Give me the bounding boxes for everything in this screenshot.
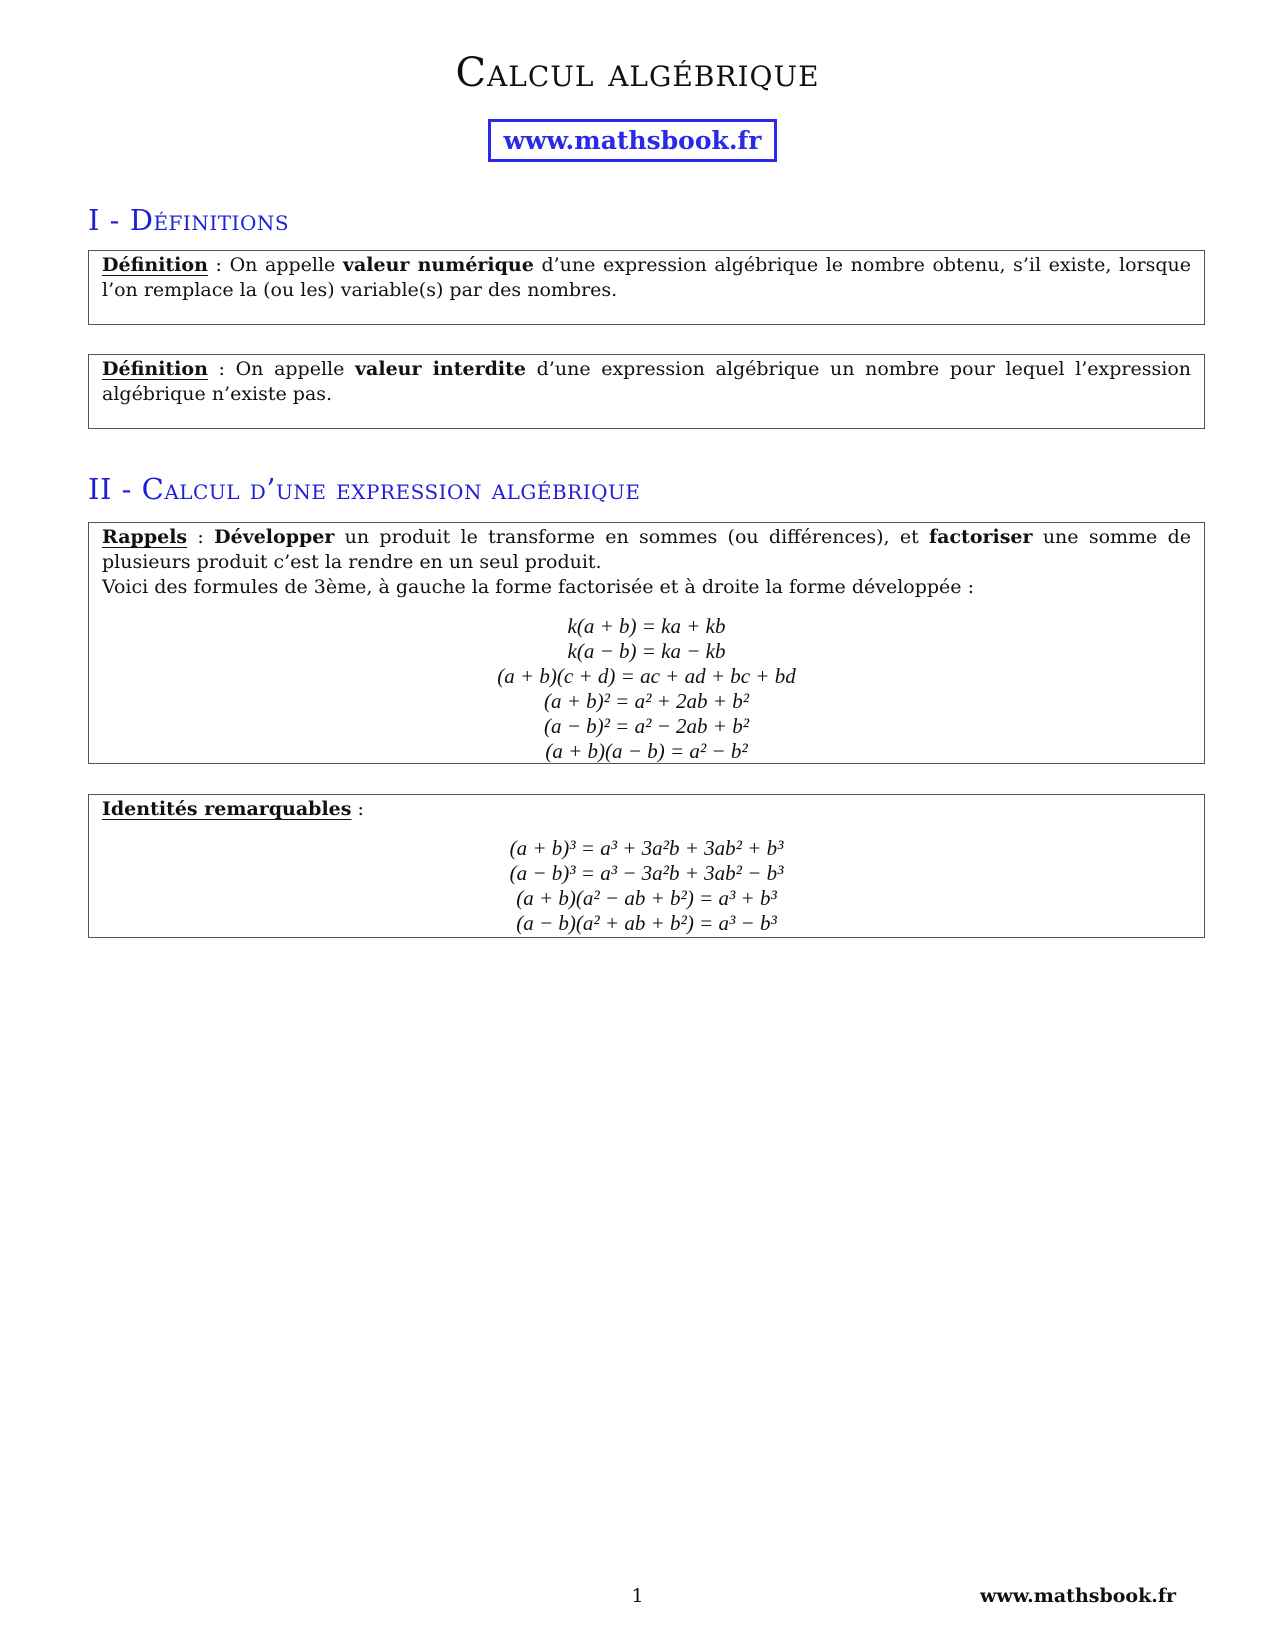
definition-text: On appelle bbox=[235, 358, 356, 380]
site-badge-text: www.mathsbook.fr bbox=[503, 126, 762, 155]
rappels-paragraph bbox=[102, 525, 1191, 575]
identites-header bbox=[102, 797, 1191, 822]
rappels-label: Rappels bbox=[102, 526, 188, 548]
formula: (a + b)(a − b) = a² − b² bbox=[545, 739, 748, 763]
definition-label: Définition bbox=[102, 358, 208, 380]
definition-box-valeur-interdite bbox=[88, 354, 1205, 429]
formula: k(a + b) = ka + kb bbox=[567, 614, 726, 638]
rappels-formula-list bbox=[102, 614, 1191, 764]
separator: : bbox=[207, 358, 236, 380]
rappels-text: un produit le transforme en sommes (ou différences), et bbox=[334, 526, 929, 548]
term-factoriser: factoriser bbox=[929, 526, 1033, 548]
definition-text: d’une expression algébrique le nombre obtenu, s’il existe, lorsque l’on remplace la (ou les) variable(s) par des nombres. bbox=[102, 254, 1191, 301]
definition-box-valeur-numerique bbox=[88, 250, 1205, 325]
formula: (a − b)³ = a³ − 3a²b + 3ab² − b³ bbox=[509, 861, 784, 885]
formula: (a + b)³ = a³ + 3a²b + 3ab² + b³ bbox=[509, 836, 784, 860]
site-badge[interactable] bbox=[488, 119, 777, 162]
formula: (a + b)(c + d) = ac + ad + bc + bd bbox=[497, 664, 796, 688]
rappels-intro: Voici des formules de 3ème, à gauche la forme factorisée et à droite la forme développée : bbox=[102, 576, 974, 598]
rappels-text: une somme de plusieurs produit c’est la rendre en un seul produit. bbox=[102, 526, 1191, 573]
footer-site-link[interactable]: www.mathsbook.fr bbox=[980, 1585, 1177, 1607]
formula: k(a − b) = ka − kb bbox=[567, 639, 726, 663]
identites-formula-list bbox=[102, 836, 1191, 936]
separator: : bbox=[187, 526, 215, 548]
page-title: Calcul algébrique bbox=[455, 50, 820, 96]
formula: (a + b)(a² − ab + b²) = a³ + b³ bbox=[516, 886, 777, 910]
definition-text: On appelle bbox=[229, 254, 343, 276]
identites-box bbox=[88, 794, 1205, 938]
formula: (a − b)(a² + ab + b²) = a³ − b³ bbox=[516, 911, 777, 935]
separator: : bbox=[351, 798, 364, 820]
term-developper: Développer bbox=[214, 526, 335, 548]
definition-term: valeur numérique bbox=[342, 254, 534, 276]
separator: : bbox=[207, 254, 230, 276]
formula: (a + b)² = a² + 2ab + b² bbox=[543, 689, 750, 713]
formula: (a − b)² = a² − 2ab + b² bbox=[543, 714, 750, 738]
identites-label: Identités remarquables bbox=[102, 798, 352, 820]
section-title-definitions: I - Définitions bbox=[88, 203, 290, 237]
definition-text: d’une expression algébrique un nombre pour lequel l’expression algébrique n’existe pas. bbox=[102, 358, 1192, 405]
section-title-calcul: II - Calcul d’une expression algébrique bbox=[88, 472, 641, 506]
definition-term: valeur interdite bbox=[355, 358, 526, 380]
rappels-box bbox=[88, 522, 1205, 764]
page-number: 1 bbox=[631, 1585, 644, 1607]
definition-label: Définition bbox=[102, 254, 208, 276]
